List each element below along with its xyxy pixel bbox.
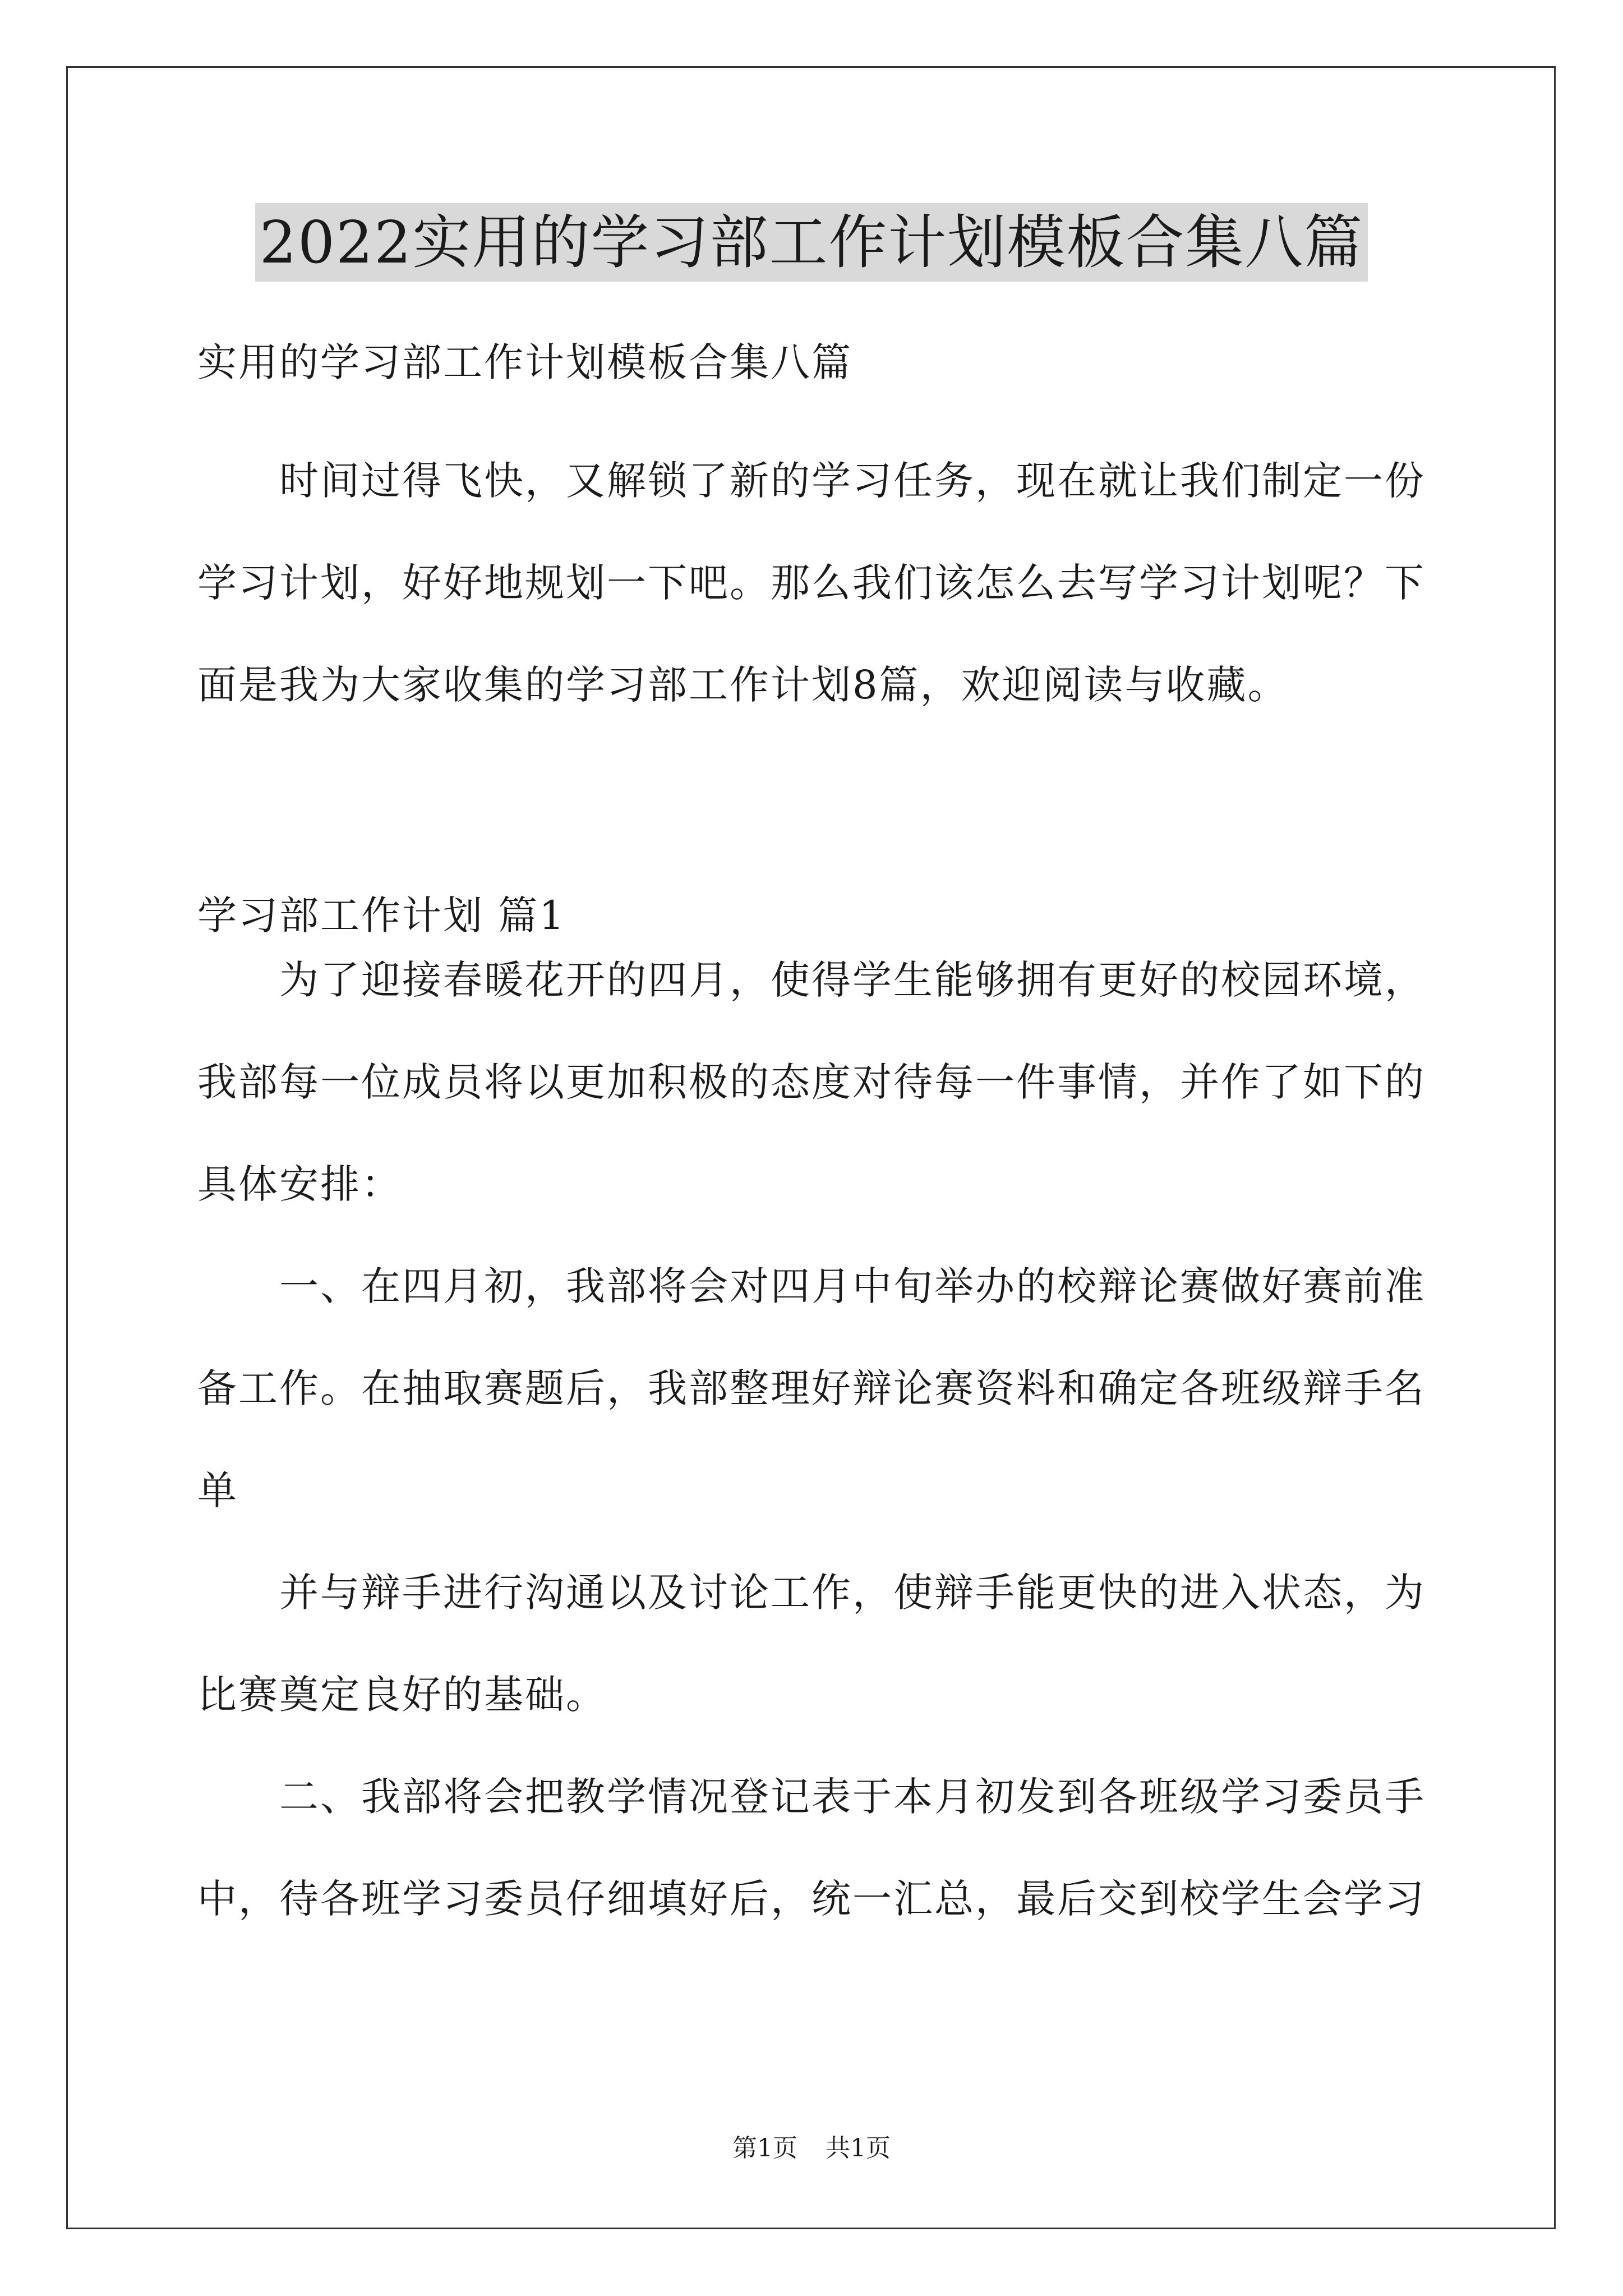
page-footer [0,2132,1623,2165]
paragraph-line: 单 [197,1467,238,1513]
page-total: 共1页 [826,2134,891,2162]
subtitle-paragraph [197,311,1431,413]
paragraph-line: 面是我为大家收集的学习部工作计划8篇，欢迎阅读与收藏。 [197,662,1289,708]
paragraph-line: 时间过得飞快，又解锁了新的学习任务，现在就让我们制定一份 [279,458,1426,504]
intro-paragraph [197,430,1431,736]
paragraph-line: 学习部工作计划 篇1 [197,892,566,938]
document-title-text: 2022实用的学习部工作计划模板合集八篇 [255,203,1368,282]
paragraph-line: 具体安排： [197,1161,402,1207]
document-title [0,203,1623,296]
paragraph-line: 实用的学习部工作计划模板合集八篇 [197,339,852,385]
paragraph-line: 备工作。在抽取赛题后，我部整理好辩论赛资料和确定各班级辩手名 [197,1365,1426,1411]
paragraph-line: 并与辩手进行沟通以及讨论工作，使辩手能更快的进入状态，为 [279,1570,1426,1616]
paragraph-line: 我部每一位成员将以更加积极的态度对待每一件事情，并作了如下的 [197,1059,1426,1105]
paragraph-line: 二、我部将会把教学情况登记表于本月初发到各班级学习委员手 [279,1774,1426,1820]
paragraph-line: 学习计划，好好地规划一下吧。那么我们该怎么去写学习计划呢？下 [197,560,1426,606]
body-paragraph [197,1746,1431,1950]
paragraph-line: 中，待各班学习委员仔细填好后，统一汇总，最后交到校学生会学习 [197,1876,1426,1922]
page-number: 第1页 [732,2134,797,2162]
paragraph-line: 一、在四月初，我部将会对四月中旬举办的校辩论赛做好赛前准 [279,1263,1426,1309]
body-paragraph [197,929,1431,1235]
body-paragraph [197,1235,1431,1542]
paragraph-line: 比赛奠定良好的基础。 [197,1672,607,1718]
body-paragraph [197,1542,1431,1746]
paragraph-line: 为了迎接春暖花开的四月，使得学生能够拥有更好的校园环境， [279,957,1426,1003]
